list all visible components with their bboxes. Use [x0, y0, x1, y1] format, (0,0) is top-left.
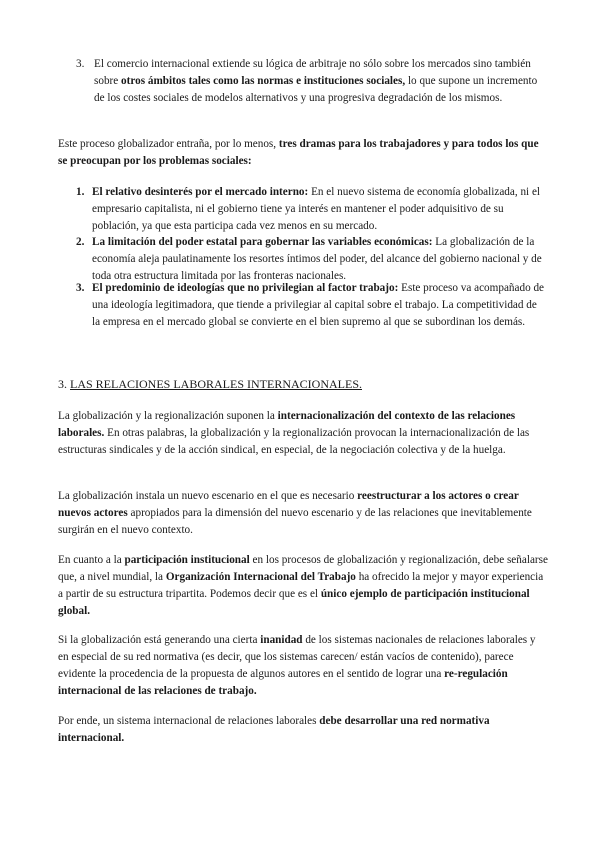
- paragraph-red-normativa: [58, 713, 548, 747]
- bold-run: único ejemplo de participación institucional global.: [58, 588, 530, 617]
- bold-run: otros ámbitos tales como las normas e instituciones sociales,: [121, 75, 406, 87]
- dramas-intro-paragraph: [58, 136, 546, 170]
- bold-run: re-regulación internacional de las relaciones de trabajo.: [58, 668, 508, 697]
- paragraph-participacion: [58, 552, 548, 620]
- text-run: Este proceso va acompañado de una ideología legitimadora, que tiende a privilegiar al capital sobre el trabajo. La competitividad de la empresa en el mercado global se convierte en el bien supremo al que se subordinan los demás.: [92, 282, 545, 328]
- bold-run: El predominio de ideologías que no privilegian al factor trabajo:: [92, 282, 399, 294]
- text-run: Por ende, un sistema internacional de relaciones laborales: [58, 715, 320, 727]
- text-run: ha ofrecido la mejor y mayor experiencia a partir de su estructura tripartita. Podemos decir que es el: [58, 571, 544, 600]
- text-run: La globalización de la economía aleja paulatinamente los resortes íntimos del poder, del alcance del gobierno nacional y de toda otra estructura limitada por las fronteras nacionales.: [92, 236, 542, 282]
- list-number: 3.: [76, 282, 85, 294]
- text-run: En el nuevo sistema de economía globalizada, ni el empresario capitalista, ni el gobierno tiene ya interés en mantener el poder adquisitivo de su población, ya que esta participa cada vez menos en su mercado.: [92, 186, 541, 232]
- bold-run: inanidad: [260, 634, 303, 646]
- text-run: Este proceso globalizador entraña, por lo menos,: [58, 138, 279, 150]
- text-run: lo que supone un incremento de los costes sociales de modelos alternativos y una progresiva degradación de los mismos.: [94, 75, 538, 104]
- section-heading: [58, 376, 548, 393]
- text-run: Si la globalización está generando una cierta: [58, 634, 261, 646]
- bold-run: El relativo desinterés por el mercado interno:: [92, 186, 309, 198]
- list-item-text: [92, 234, 546, 285]
- bold-run: reestructurar a los actores o crear nuevos actores: [58, 490, 519, 519]
- text-run: de los sistemas nacionales de relaciones laborales y en especial de su red normativa (es decir, que los sistemas carecen/ están vacíos de contenido), parece evidente la procedencia de la propuesta de algunos autores en el sentido de lograr una: [58, 634, 536, 680]
- list-number: 3.: [76, 58, 85, 70]
- list-item-text: [92, 280, 546, 331]
- list-item-text: [94, 56, 546, 107]
- list-number: 2.: [76, 236, 85, 248]
- paragraph-actores: [58, 488, 548, 539]
- bold-run: debe desarrollar una red normativa internacional.: [58, 715, 490, 744]
- text-run: en los procesos de globalización y regionalización, debe señalarse que, a nivel mundial, la: [58, 554, 548, 583]
- text-run: El comercio internacional extiende su lógica de arbitraje no sólo sobre los mercados sino también sobre: [94, 58, 531, 87]
- list-item-text: [92, 184, 546, 235]
- text-run: En otras palabras, la globalización y la regionalización provocan la internacionalización de las estructuras sindicales y de la acción sindical, en especial, de la negociación colectiva y de la huelga.: [58, 427, 530, 456]
- section-number: 3.: [58, 377, 67, 391]
- bold-run: participación institucional: [124, 554, 250, 566]
- bold-run: internacionalización del contexto de las relaciones laborales.: [58, 410, 516, 439]
- section-title: LAS RELACIONES LABORALES INTERNACIONALES.: [70, 377, 362, 391]
- bold-run: tres dramas para los trabajadores y para todos los que se preocupan por los problemas sociales:: [58, 138, 539, 167]
- text-run: apropiados para la dimensión del nuevo escenario y de las relaciones que inevitablemente surgirán en el nuevo contexto.: [58, 507, 532, 536]
- text-run: La globalización y la regionalización suponen la: [58, 410, 278, 422]
- paragraph-internacionalizacion: [58, 408, 548, 459]
- bold-run: Organización Internacional del Trabajo: [165, 571, 356, 583]
- bold-run: La limitación del poder estatal para gobernar las variables económicas:: [92, 236, 433, 248]
- text-run: En cuanto a la: [58, 554, 125, 566]
- text-run: La globalización instala un nuevo escenario en el que es necesario: [58, 490, 358, 502]
- list-number: 1.: [76, 186, 85, 198]
- paragraph-inanidad: [58, 632, 548, 700]
